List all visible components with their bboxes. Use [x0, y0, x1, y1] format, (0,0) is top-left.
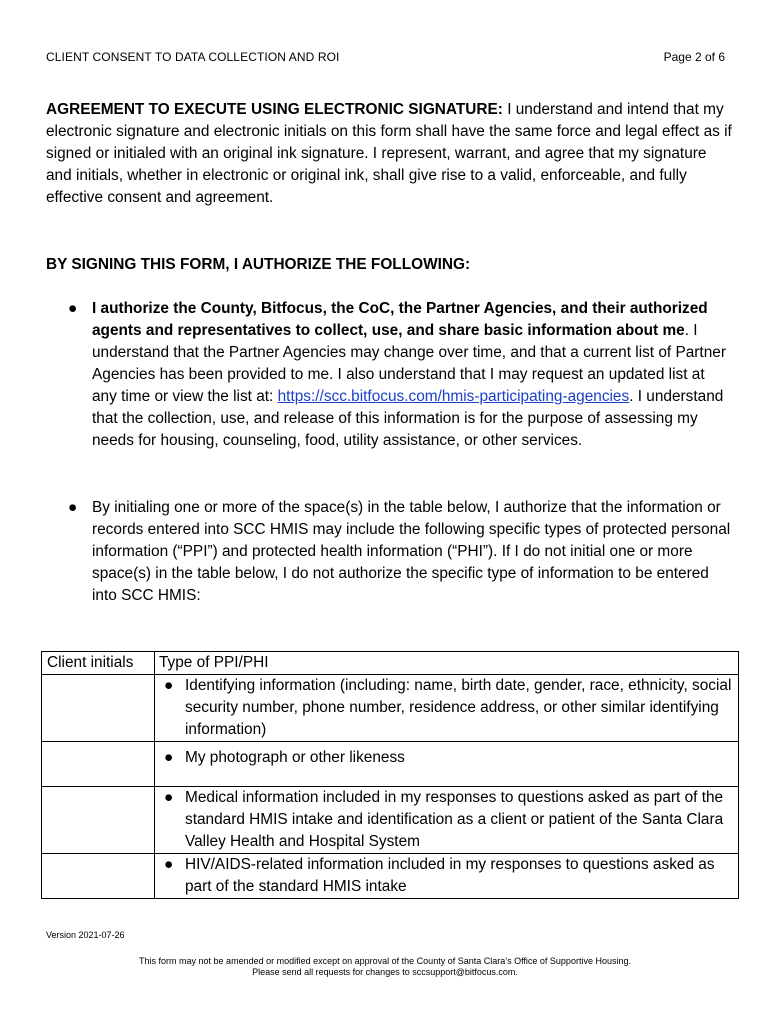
- ppi-type-cell: [155, 675, 739, 742]
- ppi-type-photograph: My photograph or other likeness: [185, 749, 405, 766]
- bullet-icon: ●: [164, 677, 174, 694]
- authorize-heading: BY SIGNING THIS FORM, I AUTHORIZE THE FOLLOWING:: [46, 256, 471, 273]
- list-item: [159, 675, 734, 741]
- agreement-paragraph: [46, 99, 736, 209]
- ppi-type-medical: Medical information included in my responses to questions asked as part of the standard HMIS intake and identification as a client or patient of the Santa Clara Valley Health and Hospital System: [185, 789, 724, 850]
- initials-field-identifying[interactable]: [42, 675, 155, 742]
- bullet-icon: ●: [164, 789, 174, 806]
- bullet-icon: ●: [68, 499, 78, 516]
- table-row: [42, 787, 739, 854]
- list-item: [159, 854, 734, 898]
- initials-field-hiv[interactable]: [42, 854, 155, 899]
- column-header-client-initials: Client initials: [42, 652, 155, 675]
- authorization-bullet-1: [68, 298, 732, 452]
- page-number: Page 2 of 6: [663, 50, 725, 64]
- agreement-label: AGREEMENT TO EXECUTE USING ELECTRONIC SIGNATURE:: [46, 101, 503, 118]
- ppi-type-cell: [155, 787, 739, 854]
- table-header-row: [42, 652, 739, 675]
- initials-field-photograph[interactable]: [42, 742, 155, 787]
- partner-agencies-link[interactable]: https://scc.bitfocus.com/hmis-participating-agencies: [277, 388, 630, 405]
- bullet-icon: ●: [164, 856, 174, 873]
- ppi-type-identifying: Identifying information (including: name, birth date, gender, race, ethnicity, social security number, phone number, residence address, or other similar identifying information): [185, 677, 732, 738]
- footer-contact: Please send all requests for changes to sccsupport@bitfocus.com.: [252, 967, 518, 977]
- bullet-icon: ●: [68, 300, 78, 317]
- authorization-bullet-2: [68, 497, 732, 607]
- bullet1-text-after: . I understand that the collection, use, and release of this information is for the purpose of assessing my needs for housing, counseling, food, utility assistance, or other services.: [92, 388, 724, 449]
- ppi-type-cell: [155, 854, 739, 899]
- bullet1-bold-text: I authorize the County, Bitfocus, the CoC, the Partner Agencies, and their authorized agents and representatives to collect, use, and share basic information about me: [92, 300, 708, 339]
- bullet2-text: By initialing one or more of the space(s) in the table below, I authorize that the information or records entered into SCC HMIS may include the following specific types of protected personal information (“PPI”) and protected health information (“PHI”). If I do not initial one or more space(s) in the table below, I do not authorize the specific type of information to be entered into SCC HMIS:: [92, 499, 731, 604]
- bullet-icon: ●: [164, 749, 174, 766]
- ppi-type-cell: [155, 742, 739, 787]
- list-item: [159, 787, 734, 853]
- bullet1-text: . I understand that the Partner Agencies may change over time, and that a current list of Partner Agencies has been provided to me. I also understand that I may request an updated list at any time or view the list at:: [92, 322, 726, 405]
- ppi-phi-table: [41, 651, 739, 899]
- column-header-type: Type of PPI/PHI: [155, 652, 739, 675]
- list-item: [159, 747, 734, 769]
- table-row: [42, 742, 739, 787]
- version-label: Version 2021-07-26: [46, 930, 125, 940]
- table-row: [42, 675, 739, 742]
- ppi-type-hiv: HIV/AIDS-related information included in my responses to questions asked as part of the standard HMIS intake: [185, 856, 715, 895]
- agreement-text: I understand and intend that my electronic signature and electronic initials on this form shall have the same force and legal effect as if signed or initialed with an original ink signature. I represent, warrant, and agree that my signature and initials, whether in electronic or original ink, shall give rise to a valid, enforceable, and fully effective consent and agreement.: [46, 101, 732, 206]
- document-title: CLIENT CONSENT TO DATA COLLECTION AND ROI: [46, 50, 340, 64]
- footer-notice: This form may not be amended or modified except on approval of the County of Santa Clara’s Office of Supportive Housing.: [139, 956, 631, 966]
- table-row: [42, 854, 739, 899]
- initials-field-medical[interactable]: [42, 787, 155, 854]
